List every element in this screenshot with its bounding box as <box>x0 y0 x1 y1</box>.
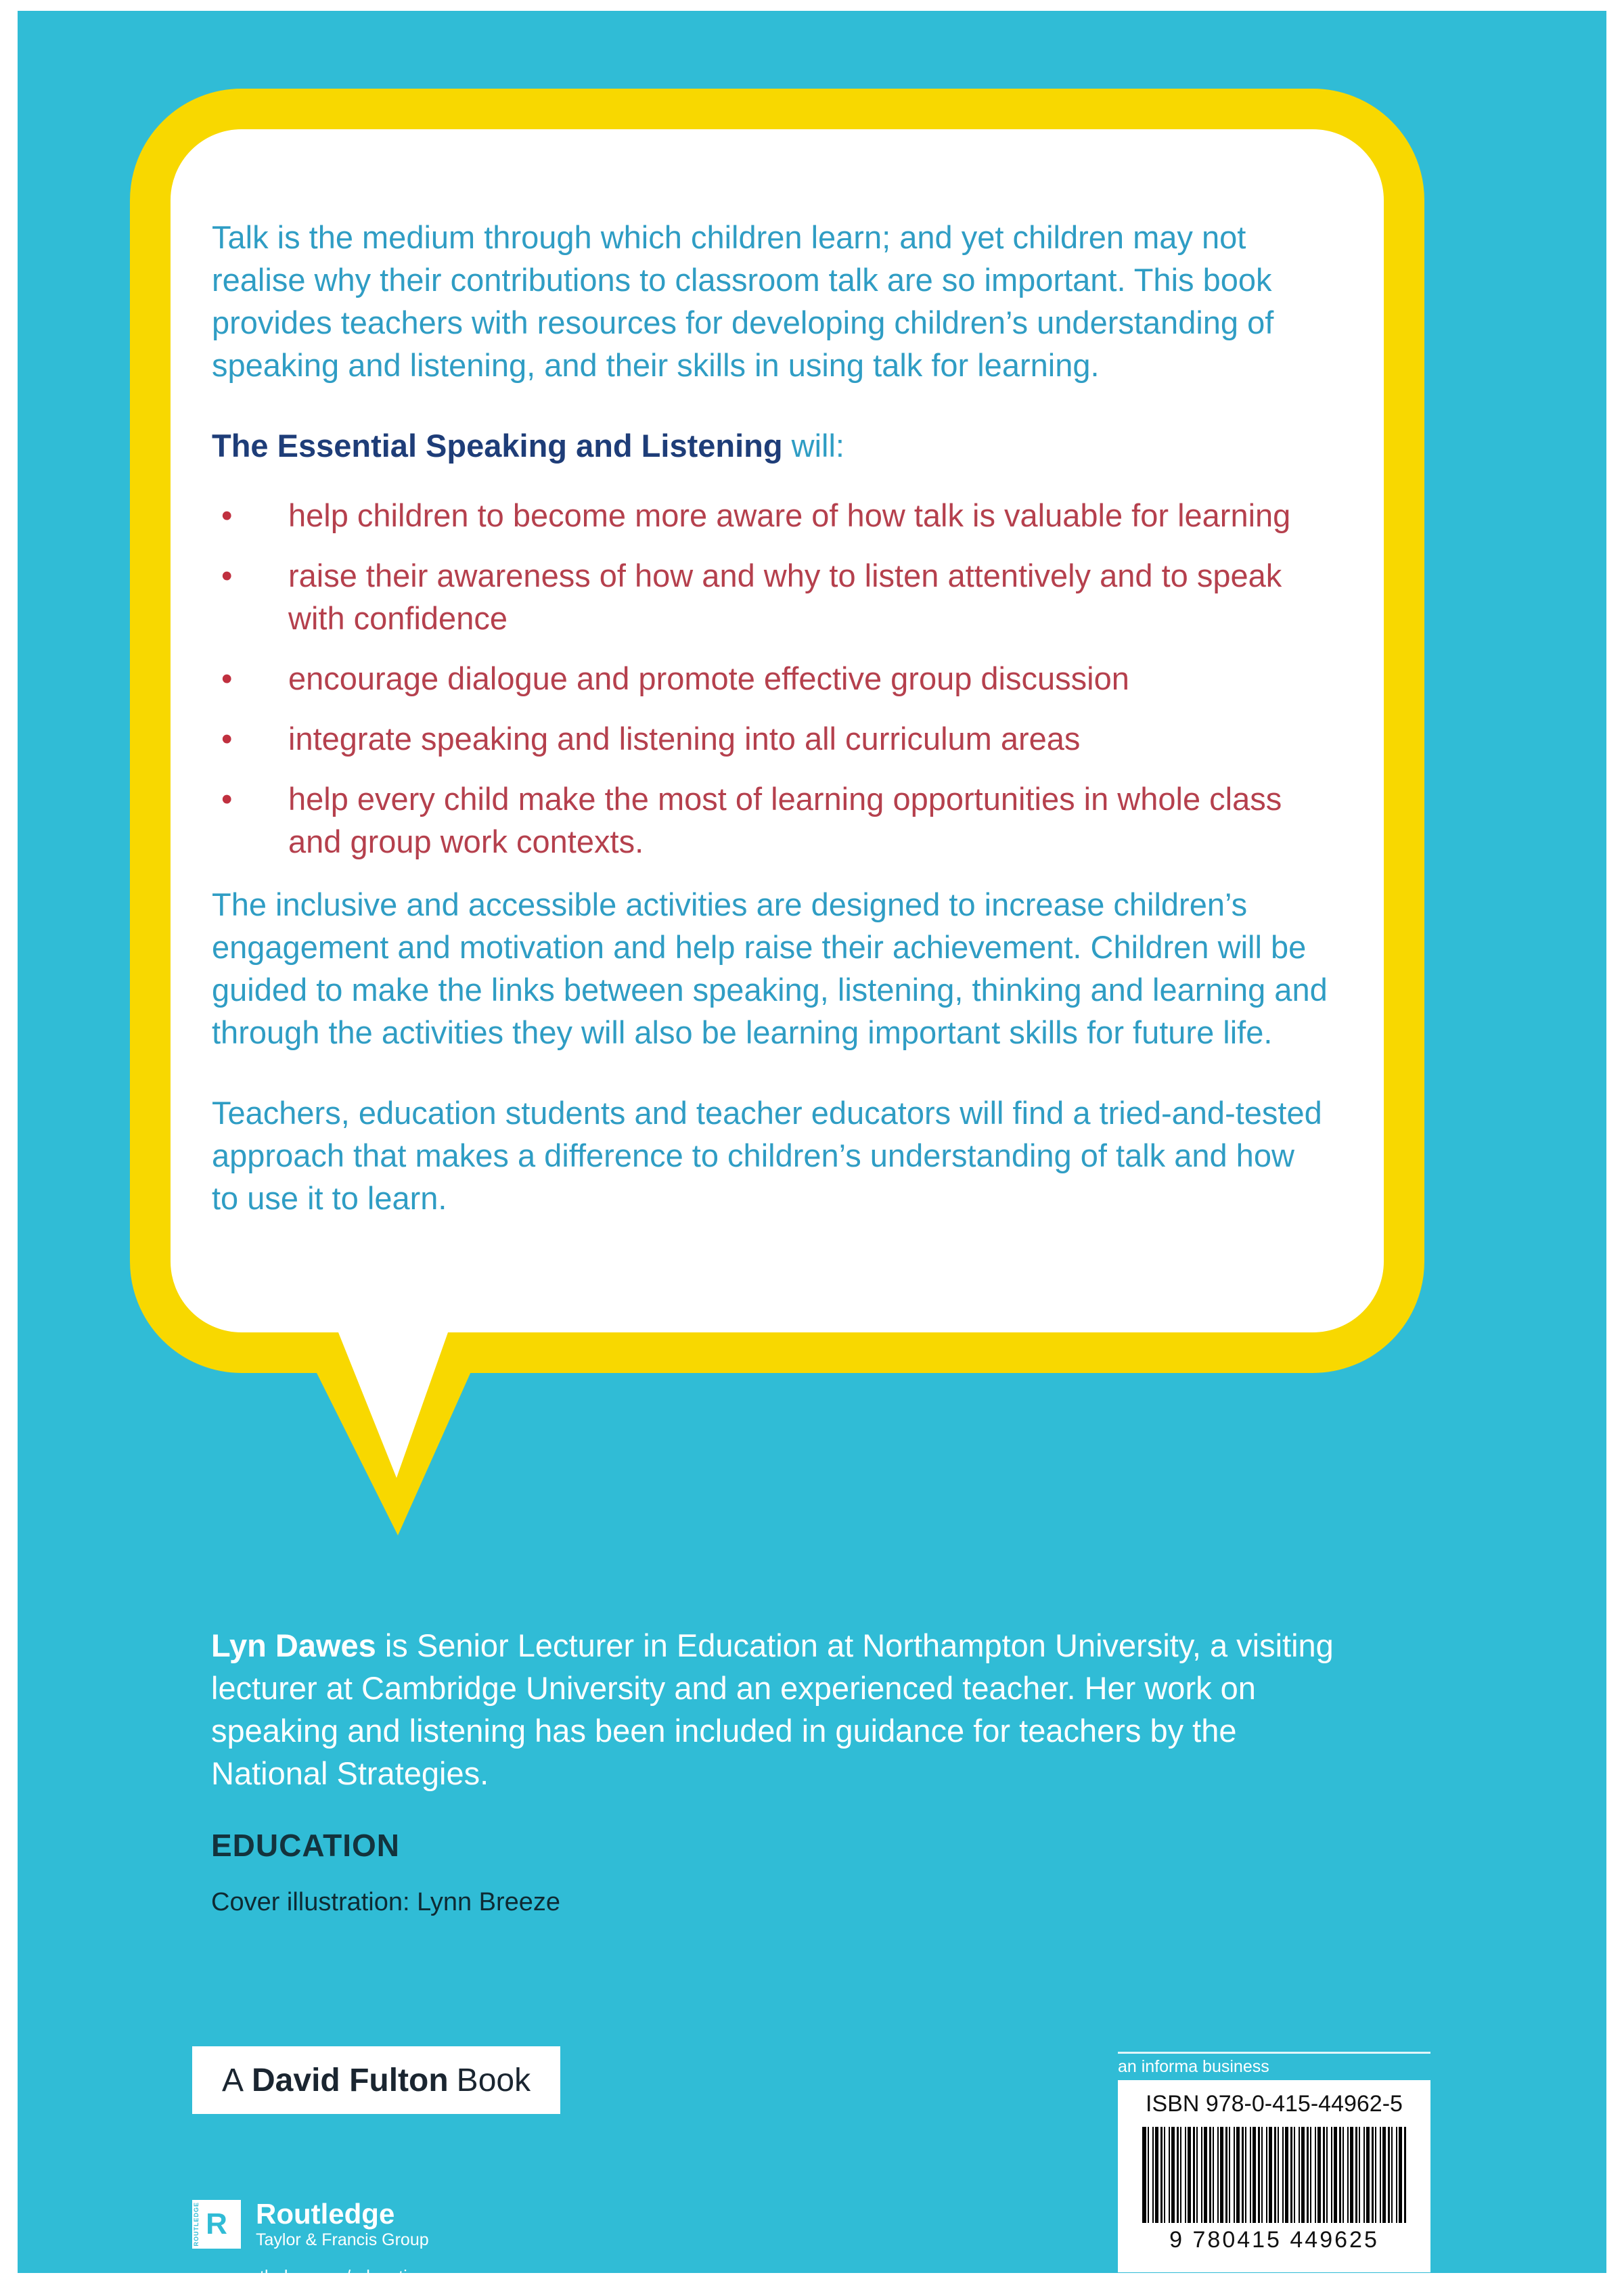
intro-paragraph: Talk is the medium through which children learn; and yet children may not realise why their contributions to classroom talk are so important. This book provides teachers with resources for developing children’s understanding of speaking and listening, and their skills in using talk for learning. <box>212 219 1274 383</box>
imprint-name: David Fulton <box>252 2062 449 2098</box>
speech-bubble-tail <box>291 1332 494 1535</box>
bullet-text: • help every child make the most of learning opportunities in whole class and group work contexts. <box>288 781 1282 859</box>
author-name: Lyn Dawes <box>211 1627 376 1663</box>
ean-barcode <box>1142 2127 1406 2223</box>
list-item <box>212 778 1328 863</box>
list-item <box>212 554 1328 639</box>
cover-background <box>18 11 1606 2287</box>
book-title: The Essential Speaking and Listening <box>212 428 783 464</box>
list-item <box>212 717 1328 760</box>
barcode-number: 9 780415 449625 <box>1169 2227 1379 2253</box>
publisher-logo-block <box>192 2199 429 2250</box>
publisher-name-block <box>256 2199 429 2250</box>
audience-paragraph: Teachers, education students and teacher educators will find a tried-and-tested approach that makes a difference to children’s understanding of talk and how to use it to learn. <box>212 1095 1322 1216</box>
heading-suffix: will: <box>782 428 844 464</box>
informa-divider <box>1118 2052 1430 2054</box>
imprint-banner <box>192 2046 560 2114</box>
barcode-panel <box>1118 2080 1430 2272</box>
bullet-text: • help children to become more aware of how talk is valuable for learning <box>288 497 1291 533</box>
publisher-tagline: Taylor & Francis Group <box>256 2230 429 2249</box>
imprint-prefix: A <box>222 2062 244 2098</box>
publisher-name: Routledge <box>256 2198 395 2230</box>
routledge-logo-icon <box>192 2200 241 2249</box>
publisher-url: www.routledge.com/education <box>192 2266 427 2287</box>
author-bio <box>211 1624 1361 1795</box>
informa-label: an informa business <box>1118 2057 1269 2076</box>
activities-paragraph: The inclusive and accessible activities are designed to increase children’s engagement and motivation and help raise their achievement. Children will be guided to make the links between speaking, listening, thinking and learning and through the activities they will also be learning important skills for future life. <box>212 886 1328 1050</box>
book-title-heading <box>212 424 1328 467</box>
imprint-suffix: Book <box>456 2062 531 2098</box>
list-item <box>212 494 1328 537</box>
bullet-text: • raise their awareness of how and why to listen attentively and to speak with confidence <box>288 558 1282 636</box>
routledge-vertical-text: ROUTLEDGE <box>193 2202 200 2247</box>
author-bio-text: is Senior Lecturer in Education at Northampton University, a visiting lecturer at Cambridge University and an experienced teacher. Her work on speaking and listening has been included in guidance for teachers by the National Strategies. <box>211 1627 1334 1791</box>
list-item <box>212 657 1328 700</box>
isbn-label: ISBN 978-0-415-44962-5 <box>1146 2091 1403 2117</box>
speech-bubble <box>130 89 1424 1373</box>
bullet-text: • encourage dialogue and promote effective group discussion <box>288 660 1129 696</box>
bullet-text: • integrate speaking and listening into all curriculum areas <box>288 721 1081 757</box>
subject-category: EDUCATION <box>211 1828 401 1863</box>
routledge-initial: R <box>206 2207 227 2241</box>
illustration-credit: Cover illustration: Lynn Breeze <box>211 1888 561 1916</box>
benefits-list <box>212 494 1328 863</box>
